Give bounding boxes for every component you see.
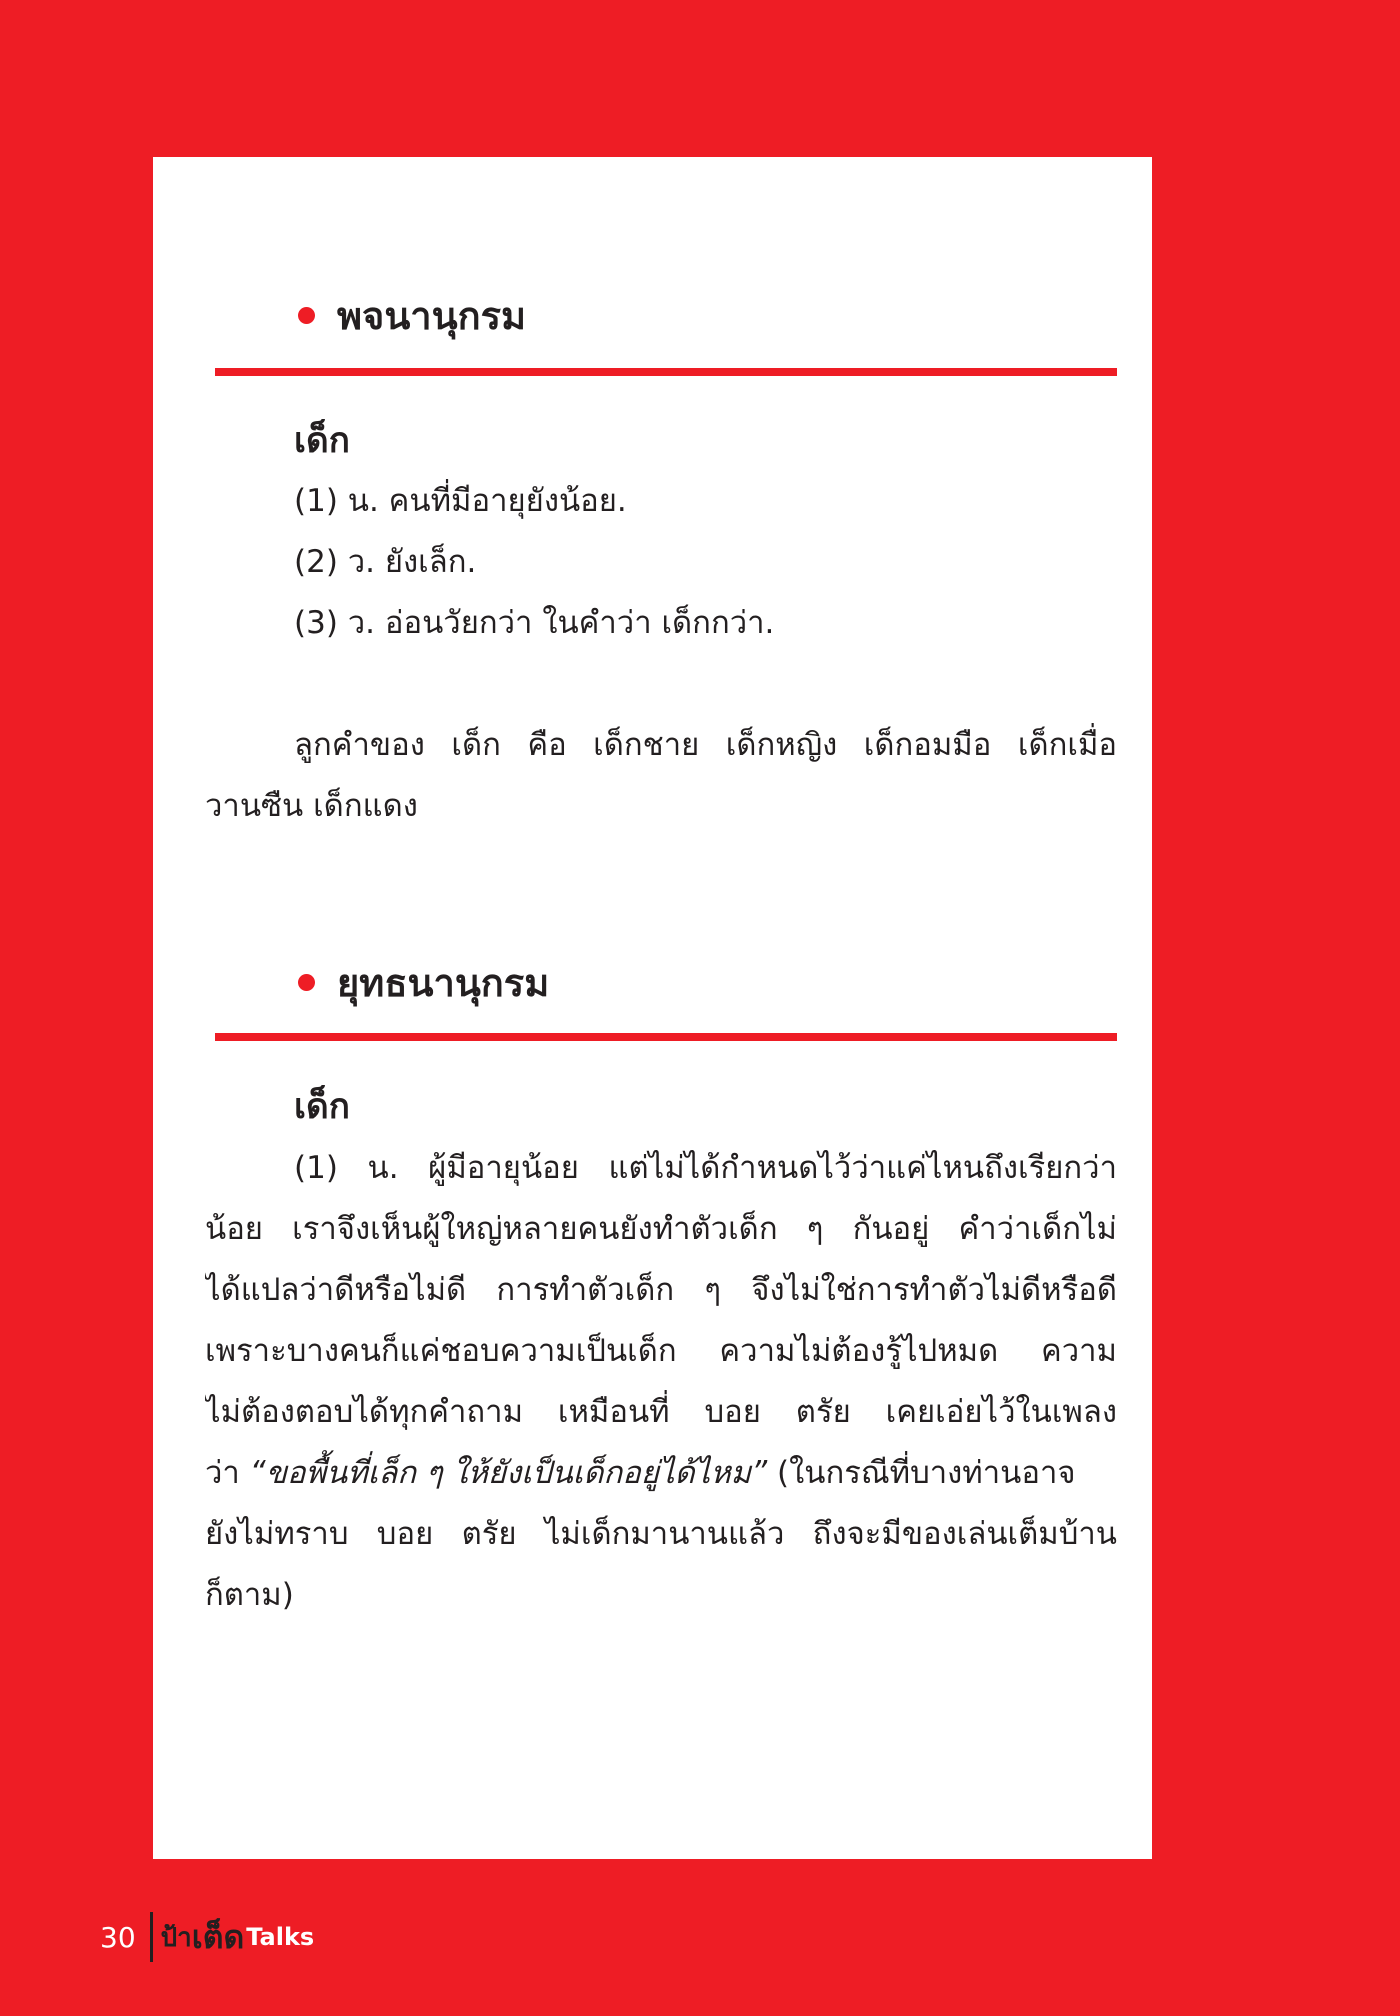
paragraph-line: น้อย เราจึงเห็นผู้ใหญ่หลายคนยังทำตัวเด็ก ๆ กันอยู่ คำว่าเด็กไม่ bbox=[205, 1211, 1117, 1247]
section-title: พจนานุกรม bbox=[337, 293, 527, 338]
paragraph-line: ลูกคำของ เด็ก คือ เด็กชาย เด็กหญิง เด็กอมมือ เด็กเมื่อ bbox=[294, 727, 1117, 763]
definition-line: (2) ว. ยังเล็ก. bbox=[294, 544, 477, 580]
definition-line: (3) ว. อ่อนวัยกว่า ในคำว่า เด็กกว่า. bbox=[294, 605, 775, 641]
bullet-dot-icon bbox=[298, 307, 315, 324]
brand-logo-part: ป้า bbox=[160, 1922, 192, 1953]
quote-lead-text: ว่า bbox=[205, 1455, 250, 1491]
section-heading-dictionary bbox=[298, 285, 526, 345]
song-quote: “ขอพื้นที่เล็ก ๆ ให้ยังเป็นเด็กอยู่ได้ไหม” bbox=[249, 1455, 768, 1491]
footer-divider bbox=[150, 1912, 153, 1962]
paragraph-line: วานซืน เด็กแดง bbox=[205, 788, 418, 824]
section-title: ยุทธนานุกรม bbox=[337, 960, 550, 1005]
paragraph-line: (1) น. ผู้มีอายุน้อย แต่ไม่ได้กำหนดไว้ว่าแค่ไหนถึงเรียกว่า bbox=[294, 1150, 1117, 1186]
definition-line: (1) น. คนที่มีอายุยังน้อย. bbox=[294, 483, 627, 519]
paragraph-line: เพราะบางคนก็แค่ชอบความเป็นเด็ก ความไม่ต้องรู้ไปหมด ความ bbox=[205, 1333, 1117, 1369]
paragraph-line: ไม่ต้องตอบได้ทุกคำถาม เหมือนที่ บอย ตรัย เคยเอ่ยไว้ในเพลง bbox=[205, 1394, 1117, 1430]
paragraph-line-with-quote bbox=[205, 1443, 1117, 1503]
brand-logo-part: เต็ด bbox=[191, 1917, 245, 1956]
page-number: 30 bbox=[100, 1920, 136, 1954]
quote-trail-text: (ในกรณีที่บางท่านอาจ bbox=[767, 1455, 1076, 1491]
brand-logo-talks: Talks bbox=[246, 1923, 315, 1951]
section-heading-yuttha bbox=[298, 952, 549, 1012]
section-divider bbox=[215, 368, 1117, 376]
paragraph-line: ยังไม่ทราบ บอย ตรัย ไม่เด็กมานานแล้ว ถึงจะมีของเล่นเต็มบ้าน bbox=[205, 1516, 1117, 1552]
bullet-dot-icon bbox=[298, 974, 315, 991]
paragraph-line: ก็ตาม) bbox=[205, 1577, 294, 1613]
page-card bbox=[153, 157, 1152, 1859]
entry-word: เด็ก bbox=[294, 1087, 350, 1127]
paragraph-line: ได้แปลว่าดีหรือไม่ดี การทำตัวเด็ก ๆ จึงไม่ใช่การทำตัวไม่ดีหรือดี bbox=[205, 1272, 1117, 1308]
section-divider bbox=[215, 1033, 1117, 1041]
page-footer bbox=[100, 1910, 314, 1964]
entry-word: เด็ก bbox=[294, 421, 350, 461]
